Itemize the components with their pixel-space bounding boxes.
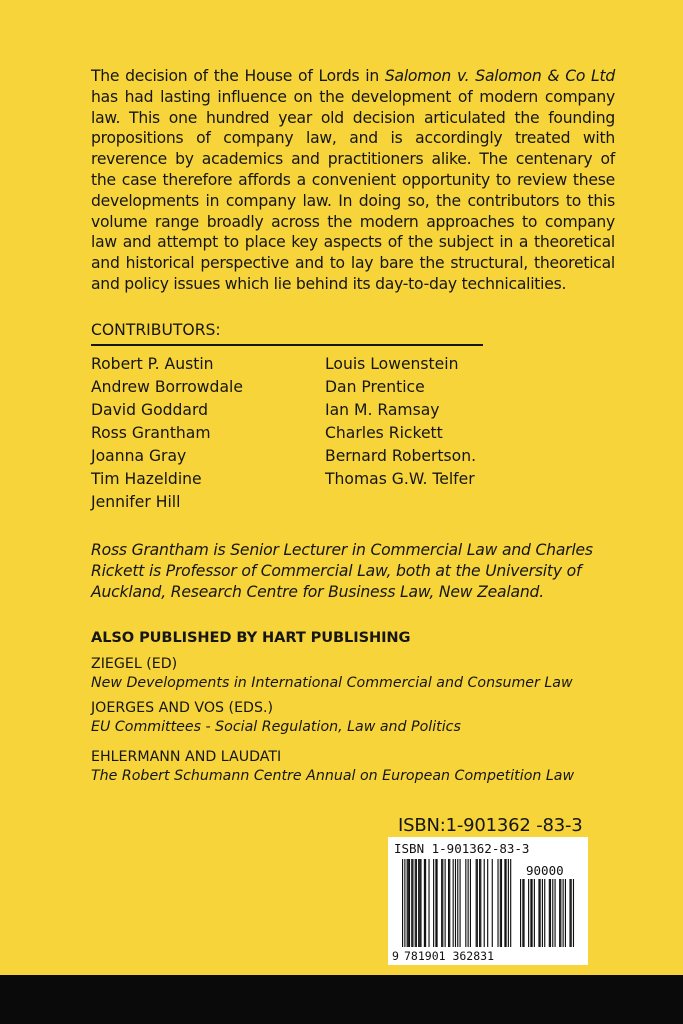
barcode-bar [550, 879, 551, 947]
barcode-bar [418, 859, 419, 947]
barcode-bar [528, 879, 529, 947]
book-title: The Robert Schumann Centre Annual on European Competition Law [91, 768, 575, 784]
barcode-bar [468, 859, 469, 947]
editors-bio: Ross Grantham is Senior Lecturer in Commercial Law and Charles Rickett is Professor of Commercial Law, both at the University of Auckland, Research Centre for Business Law, New Zealand. [91, 541, 593, 601]
barcode-bar [412, 859, 413, 947]
barcode-bar [544, 879, 545, 947]
related-book [91, 748, 574, 786]
barcode [388, 837, 588, 965]
barcode-bar [402, 859, 403, 947]
book-title: New Developments in International Commercial and Consumer Law [91, 675, 573, 691]
contributor-name: Charles Rickett [325, 424, 443, 442]
barcode-bar [563, 879, 564, 947]
barcode-bar [479, 859, 480, 947]
also-published-heading: ALSO PUBLISHED BY HART PUBLISHING [91, 629, 411, 646]
barcode-bar [411, 859, 412, 947]
barcode-bar [510, 859, 511, 947]
contributors-right-column [325, 353, 476, 491]
isbn-label: ISBN:1-901362 -83-3 [398, 815, 583, 836]
barcode-isbn-text: ISBN 1-901362-83-3 [394, 841, 530, 856]
contributor-name: Andrew Borrowdale [91, 378, 243, 396]
barcode-bar [419, 859, 420, 947]
barcode-bar [555, 879, 556, 947]
barcode-bar [532, 879, 533, 947]
barcode-bar [470, 859, 471, 947]
barcode-bar [549, 879, 550, 947]
barcode-bar [540, 879, 541, 947]
contributor-name: Joanna Gray [91, 447, 187, 465]
barcode-bar [442, 859, 443, 947]
contributor-name: Thomas G.W. Telfer [325, 470, 475, 488]
barcode-graphic [388, 837, 588, 965]
barcode-bar [424, 859, 425, 947]
related-book [91, 655, 573, 693]
barcode-bar [408, 859, 409, 947]
blurb-intro: The decision of the House of Lords in [91, 67, 385, 85]
barcode-bar [497, 859, 498, 947]
barcode-bar [425, 859, 426, 947]
barcode-bar [437, 859, 438, 947]
barcode-bar [404, 859, 405, 947]
barcode-bar [565, 879, 566, 947]
barcode-bar [523, 879, 524, 947]
contributor-name: David Goddard [91, 401, 208, 419]
contributor-name: Bernard Robertson. [325, 447, 477, 465]
description-blurb [91, 66, 615, 295]
barcode-bar [500, 859, 501, 947]
barcode-bar [480, 859, 481, 947]
contributors-heading: CONTRIBUTORS: [91, 321, 221, 339]
contributor-name: Ross Grantham [91, 424, 211, 442]
contributor-name: Robert P. Austin [91, 355, 214, 373]
barcode-bar [457, 859, 458, 947]
barcode-bar [530, 879, 531, 947]
barcode-bar [492, 859, 493, 947]
contributors-divider [91, 344, 483, 346]
barcode-bar [428, 859, 429, 947]
barcode-bar [441, 859, 442, 947]
barcode-ean-digits: 781901 362831 [404, 949, 495, 963]
barcode-bar [476, 859, 477, 947]
barcode-bar [559, 879, 560, 947]
barcode-bar [433, 859, 434, 947]
barcode-bar [542, 879, 543, 947]
barcode-bar [560, 879, 561, 947]
barcode-bar [409, 859, 410, 947]
contributor-name: Louis Lowenstein [325, 355, 459, 373]
barcode-bar [538, 879, 539, 947]
barcode-bar [445, 859, 446, 947]
barcode-bar [435, 859, 436, 947]
barcode-bar [420, 859, 421, 947]
book-editors: JOERGES AND VOS (EDS.) [91, 700, 274, 716]
related-book [91, 699, 461, 737]
barcode-bar [453, 859, 454, 947]
addon-bars [520, 879, 574, 947]
contributors-left-column [91, 353, 243, 514]
barcode-ean-prefix: 9 [392, 949, 399, 963]
barcode-bar [487, 859, 488, 947]
contributor-name: Jennifer Hill [91, 493, 181, 511]
barcode-bar [484, 859, 485, 947]
barcode-bar [534, 879, 535, 947]
barcode-bar [407, 859, 408, 947]
barcode-bar [460, 859, 461, 947]
barcode-bar [569, 879, 570, 947]
bottom-band [0, 975, 683, 1024]
barcode-bar [455, 859, 456, 947]
contributor-name: Dan Prentice [325, 378, 425, 396]
barcode-bar [415, 859, 416, 947]
book-editors: ZIEGEL (ED) [91, 656, 178, 672]
barcode-price-code: 90000 [526, 863, 564, 878]
barcode-bar [552, 879, 553, 947]
barcode-bar [449, 859, 450, 947]
blurb-body: has had lasting influence on the development of modern company law. This one hundred year old decision articulated the founding propositions of company law, and is accordingly treated with reverence by academics and practitioners alike. The centenary of the case therefore affords a convenient opportunity to review these developments in company law. In doing so, the contributors to this volume range broadly across the modern approaches to company law and attempt to place key aspects of the subject in a theoretical and historical perspective and to lay bare the structural, theoretical and policy issues which lie behind its day-to-day technicalities. [91, 87, 615, 293]
barcode-bar [465, 859, 466, 947]
barcode-bar [416, 859, 417, 947]
barcode-bar [573, 879, 574, 947]
barcode-bar [520, 879, 521, 947]
barcode-bar [571, 879, 572, 947]
ean-bars [402, 859, 511, 947]
barcode-bar [508, 859, 509, 947]
book-title: EU Committees - Social Regulation, Law and Politics [91, 719, 461, 735]
barcode-bar [506, 859, 507, 947]
barcode-bar [477, 859, 478, 947]
case-title: Salomon v. Salomon & Co Ltd [384, 67, 615, 85]
barcode-bar [504, 859, 505, 947]
barcode-bar [501, 859, 502, 947]
barcode-bar [448, 859, 449, 947]
contributor-name: Tim Hazeldine [91, 470, 202, 488]
book-editors: EHLERMANN AND LAUDATI [91, 749, 282, 765]
barcode-bar [522, 879, 523, 947]
contributor-name: Ian M. Ramsay [325, 401, 440, 419]
